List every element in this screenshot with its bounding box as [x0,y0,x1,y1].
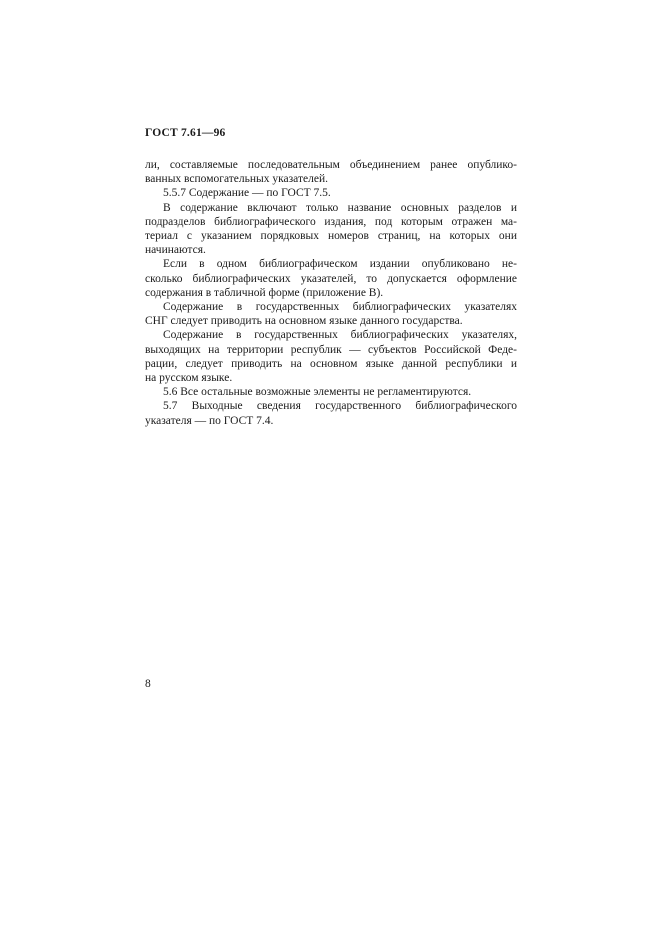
text-line: сколько библиографических указателей, то допускается оформление [145,272,517,285]
document-standard-code: ГОСТ 7.61—96 [145,127,226,139]
text-line: Содержание в государственных библиографических указателях, [163,329,517,342]
section-5-7: 5.7 Выходные сведения государственного библиографического [163,400,517,413]
text-line: содержания в табличной форме (приложение В). [145,286,384,299]
text-line: териал с указанием порядковых номеров страниц, на которых они [145,230,517,243]
text-line: указателя — по ГОСТ 7.4. [145,414,274,427]
document-body [145,158,517,428]
text-line: на русском языке. [145,372,233,385]
text-line: ванных вспомогательных указателей. [145,173,328,186]
text-line: рации, следует приводить на основном языке данной республики и [145,357,517,370]
text-line: Если в одном библиографическом издании опубликовано не- [163,258,517,271]
text-line: ли, составляемые последовательным объединением ранее опублико- [145,159,517,171]
text-line: Содержание в государственных библиографических указателях [163,301,517,314]
text-line: В содержание включают только название основных разделов и [163,201,517,214]
text-line: выходящих на территории республик — субъектов Российской Феде- [145,343,517,356]
text-line: начинаются. [145,244,206,257]
section-5-6: 5.6 Все остальные возможные элементы не регламентируются. [163,386,472,399]
text-line: подразделов библиографического издания, под которым отражен ма- [145,215,517,228]
page-number: 8 [145,678,151,690]
text-line: СНГ следует приводить на основном языке данного государства. [145,315,463,328]
section-heading-5-5-7: 5.5.7 Содержание — по ГОСТ 7.5. [163,187,331,200]
